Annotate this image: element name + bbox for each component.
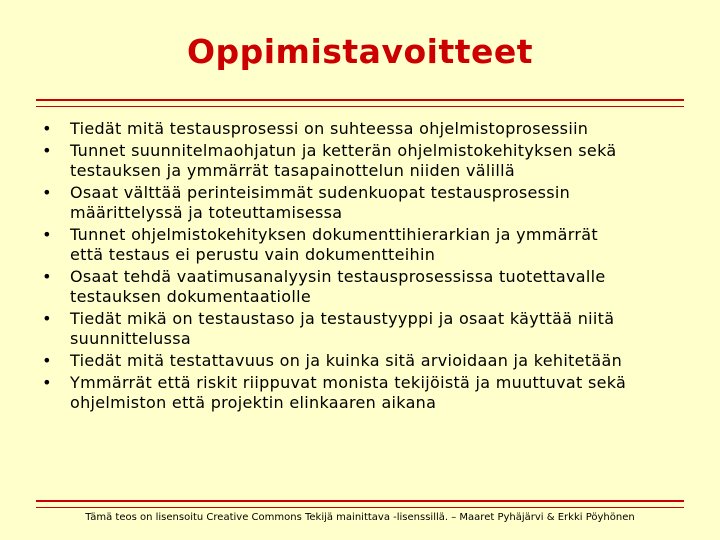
- bullet-icon: •: [42, 141, 52, 160]
- list-item: [40, 141, 690, 181]
- list-item: [40, 267, 690, 307]
- list-item: [40, 309, 690, 349]
- bullet-icon: •: [42, 267, 52, 286]
- bullet-icon: •: [42, 309, 52, 328]
- bullet-icon: •: [42, 351, 52, 370]
- list-item-text: Ymmärrät että riskit riippuvat monista tekijöistä ja muuttuvat sekä ohjelmiston että projektin elinkaaren aikana: [70, 373, 627, 412]
- bullet-icon: •: [42, 183, 52, 202]
- title-divider-thick: [36, 99, 684, 101]
- list-item-text: Tiedät mitä testausprosessi on suhteessa ohjelmistoprosessiin: [70, 119, 589, 138]
- license-footer: Tämä teos on lisensoitu Creative Commons Tekijä mainittava -lisenssillä. – Maaret Pyhäjärvi & Erkki Pöyhönen: [85, 512, 635, 523]
- list-item-text: Osaat välttää perinteisimmät sudenkuopat testausprosessin määrittelyssä ja toteuttamisessa: [70, 183, 571, 222]
- bullet-icon: •: [42, 373, 52, 392]
- list-item-text: Tunnet suunnitelmaohjatun ja ketterän ohjelmistokehityksen sekä testauksen ja ymmärrät tasapainottelun niiden välillä: [70, 141, 617, 180]
- slide-title: Oppimistavoitteet: [186, 32, 534, 71]
- bullet-icon: •: [42, 119, 52, 138]
- list-item-text: Tiedät mitä testattavuus on ja kuinka sitä arvioidaan ja kehitetään: [70, 351, 623, 370]
- list-item-text: Osaat tehdä vaatimusanalyysin testausprosessissa tuotettavalle testauksen dokumentaatiolle: [70, 267, 606, 306]
- learning-objectives-list: [40, 119, 690, 415]
- list-item: [40, 373, 690, 413]
- title-divider-thin: [36, 106, 684, 107]
- list-item: [40, 351, 690, 371]
- list-item-text: Tiedät mikä on testaustaso ja testaustyyppi ja osaat käyttää niitä suunnittelussa: [70, 309, 615, 348]
- list-item: [40, 225, 690, 265]
- list-item: [40, 119, 690, 139]
- list-item: [40, 183, 690, 223]
- footer-divider-thin: [36, 507, 684, 508]
- list-item-text: Tunnet ohjelmistokehityksen dokumenttihierarkian ja ymmärrät että testaus ei perustu vain dokumentteihin: [70, 225, 598, 264]
- footer-divider-thick: [36, 500, 684, 502]
- bullet-icon: •: [42, 225, 52, 244]
